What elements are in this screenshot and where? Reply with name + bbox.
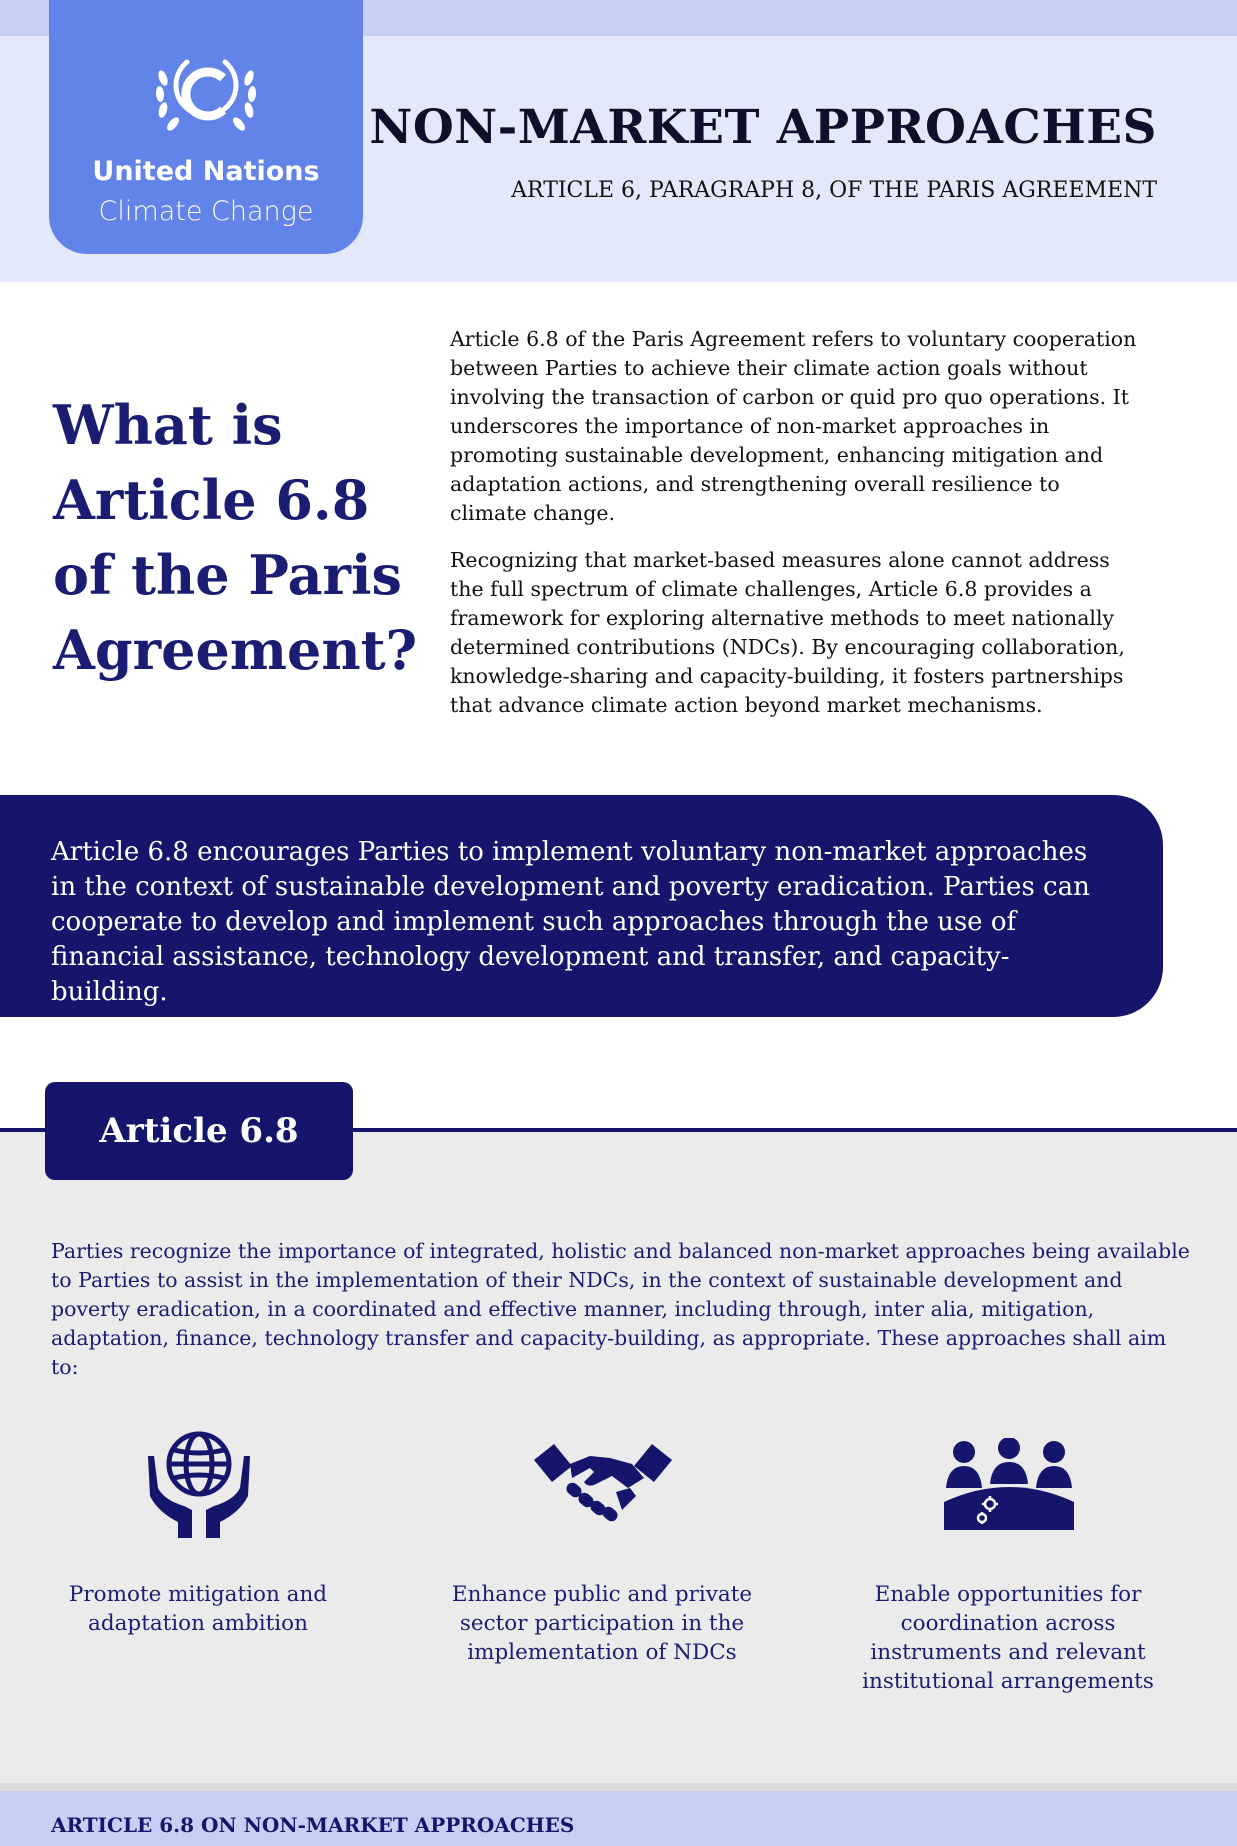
article-body-text: Parties recognize the importance of integrated, holistic and balanced non-market approaches being available to Parties to assist in the implementation of their NDCs, in the context of sustainable development and poverty eradication, in a coordinated and effective manner, including through, inter alia, mitigation, adaptation, finance, technology transfer and capacity-building, as appropriate. These approaches shall aim to: [51,1239,1190,1379]
page-subtitle: ARTICLE 6, PARAGRAPH 8, OF THE PARIS AGREEMENT [511,178,1157,203]
question-line-3: of the Paris [53,543,402,607]
globe-in-hands-icon [144,1426,254,1538]
aim-caption-2: Enhance public and private sector participation in the implementation of NDCs [451,1582,753,1665]
intro-paragraph-1: Article 6.8 of the Paris Agreement refers to voluntary cooperation between Parties to achieve their climate action goals without involving the transaction of carbon or quid pro quo operations. It underscores the importance of non-market approaches in promoting sustainable development, enhancing mitigation and adaptation actions, and strengthening overall resilience to climate change. [450,327,1137,525]
article-tab-label: Article 6.8 [45,1082,353,1180]
footer-shadow [0,1783,1237,1791]
footer-band [0,1791,1237,1846]
logo-line-climate-change: Climate Change [98,196,314,227]
aim-caption-1: Promote mitigation and adaptation ambition [68,1582,328,1636]
question-line-4: Agreement? [53,618,418,682]
intro-text [450,325,1140,738]
question-line-1: What is [53,393,283,457]
unfccc-logo [49,0,363,254]
question-line-2: Article 6.8 [53,468,370,532]
footer-text: ARTICLE 6.8 ON NON-MARKET APPROACHES [51,1813,575,1837]
callout-banner [0,795,1163,1017]
handshake-icon [532,1438,674,1526]
logo-line-united-nations: United Nations [92,156,320,187]
intro-question-heading [53,388,418,688]
aim-caption-3: Enable opportunities for coordination across instruments and relevant institutional arrangements [862,1582,1154,1694]
laurel-c-emblem-icon [151,48,261,144]
callout-text: Article 6.8 encourages Parties to implement voluntary non-market approaches in the context of sustainable development and poverty eradication. Parties can cooperate to develop and implement such approaches through the use of financial assistance, technology development and transfer, and capacity-building. [51,837,1090,1007]
intro-paragraph-2: Recognizing that market-based measures alone cannot address the full spectrum of climate challenges, Article 6.8 provides a framework for exploring alternative methods to meet nationally determined contributions (NDCs). By encouraging collaboration, knowledge-sharing and capacity-building, it fosters partnerships that advance climate action beyond market mechanisms. [450,548,1125,717]
people-meeting-icon [944,1438,1074,1530]
page-title: NON-MARKET APPROACHES [369,100,1157,155]
